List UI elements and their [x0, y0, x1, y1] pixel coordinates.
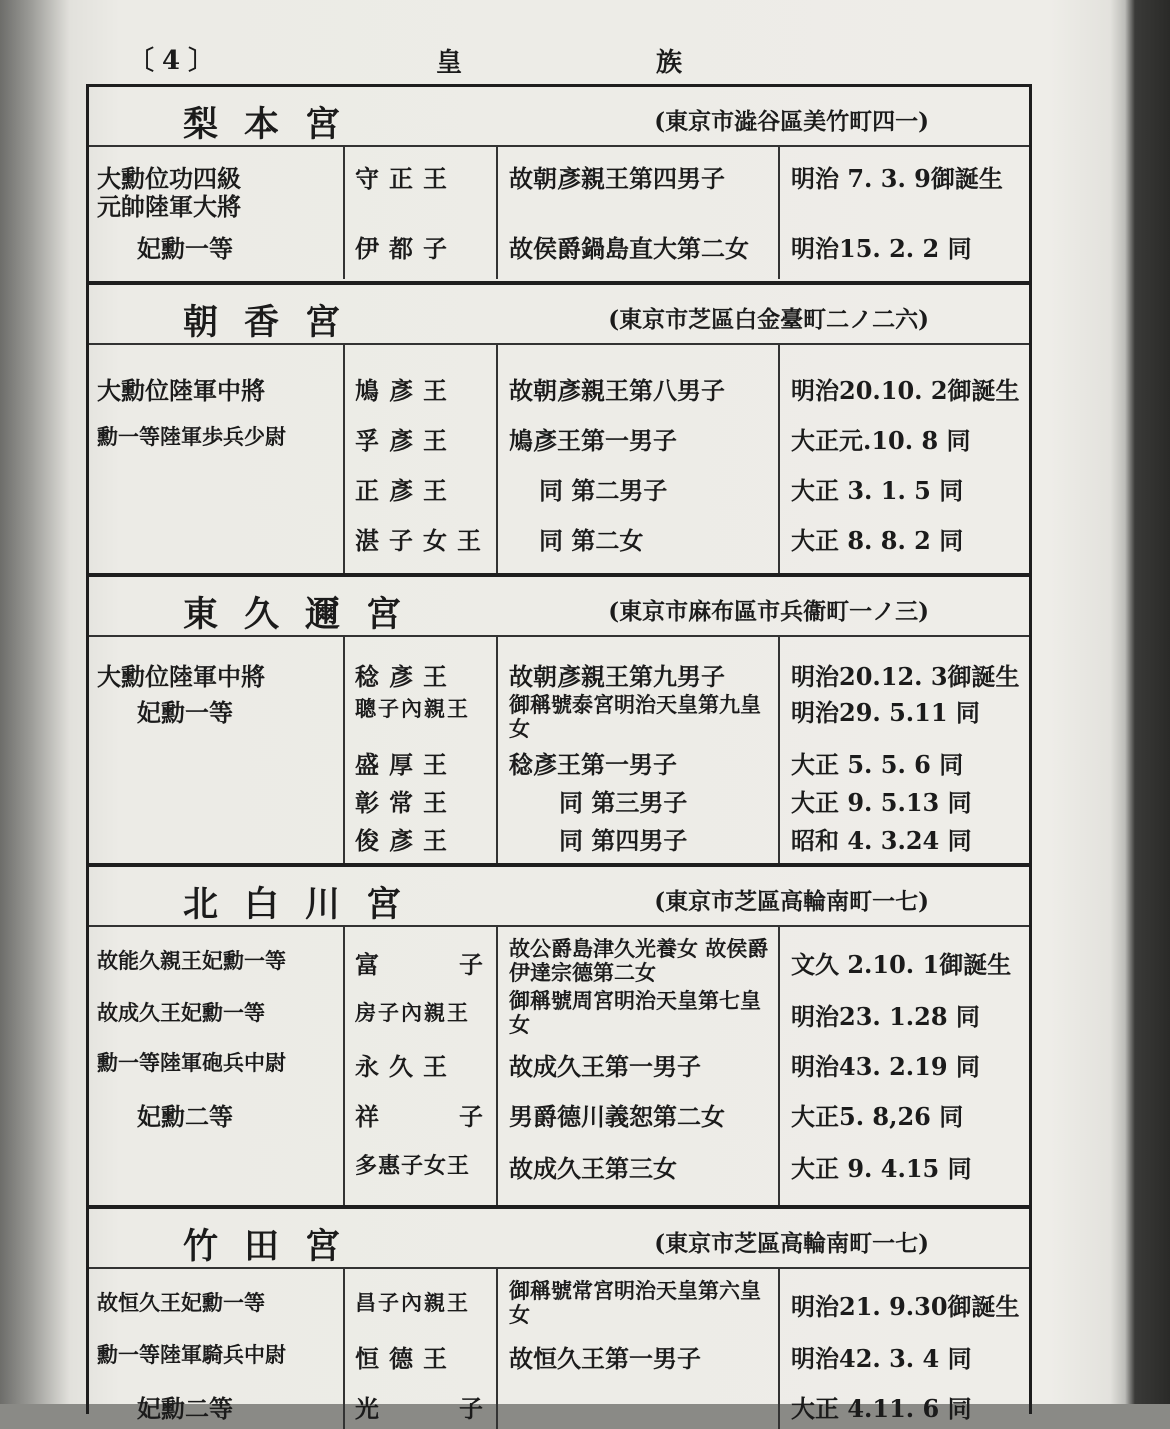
lineage-cell: 同 第二男子 [539, 476, 668, 505]
name-cell: 湛子女王 [355, 526, 491, 555]
name-cell: 鳩彥王 [355, 376, 457, 405]
running-title-left: 皇 [436, 48, 463, 78]
name-cell: 恒德王 [355, 1344, 457, 1373]
name-cell: 守正王 [355, 164, 457, 193]
member-row [89, 685, 1029, 745]
member-row [89, 363, 1029, 407]
house-header [89, 87, 1029, 147]
lineage-cell: 御稱號泰宮明治天皇第九皇女 [509, 692, 761, 741]
name-cell: 伊都子 [355, 234, 457, 263]
house-members [89, 345, 1029, 575]
lineage-cell: 故公爵島津久光養女 故侯爵伊達宗德第二女 [509, 936, 769, 985]
rank-cell: 故恒久王妃勳一等 [97, 1290, 265, 1315]
member-row [89, 1381, 1029, 1425]
name-cell: 祥子 [355, 1102, 563, 1131]
rank-cell: 勳一等陸軍騎兵中尉 [97, 1342, 286, 1367]
birth-cell: 明治21. 9.30御誕生 [791, 1292, 1020, 1321]
birth-cell: 大正元.10. 8 同 [791, 426, 971, 455]
house-address: (東京市澁谷區美竹町四一) [654, 108, 929, 135]
name-cell: 富子 [355, 950, 563, 979]
name-cell: 盛厚王 [355, 750, 457, 779]
page-number: 〔4〕 [128, 46, 223, 76]
birth-cell: 明治43. 2.19 同 [791, 1052, 980, 1081]
lineage-cell: 同 第三男子 [559, 788, 688, 817]
house-name: 東久邇宮 [183, 594, 428, 635]
birth-cell: 昭和 4. 3.24 同 [791, 826, 972, 855]
rank-cell: 妃勳一等 [137, 234, 233, 263]
birth-cell: 明治15. 2. 2 同 [791, 234, 972, 263]
birth-cell: 明治20.12. 3御誕生 [791, 662, 1020, 691]
house-section [89, 1205, 1029, 1425]
name-cell: 俊彥王 [355, 826, 457, 855]
house-name: 北白川宮 [183, 884, 428, 925]
rank-cell: 妃勳二等 [137, 1394, 233, 1423]
name-cell: 彰常王 [355, 788, 457, 817]
name-cell: 多惠子女王 [355, 1153, 471, 1179]
rank-cell: 勳一等陸軍砲兵中尉 [97, 1050, 286, 1075]
house-members [89, 1269, 1029, 1429]
member-row [89, 513, 1029, 557]
lineage-cell: 故朝彥親王第九男子 [509, 662, 725, 691]
house-name: 朝香宮 [183, 302, 367, 343]
member-row [89, 463, 1029, 507]
birth-cell: 大正 5. 5. 6 同 [791, 750, 964, 779]
birth-cell: 明治29. 5.11 同 [791, 698, 980, 727]
birth-cell: 明治 7. 3. 9御誕生 [791, 164, 1003, 193]
birth-cell: 大正5. 8,26 同 [791, 1102, 964, 1131]
member-row [89, 1039, 1029, 1083]
member-row [89, 1331, 1029, 1375]
house-name: 梨本宮 [183, 104, 367, 145]
lineage-cell: 同 第四男子 [559, 826, 688, 855]
member-row [89, 179, 1029, 223]
running-title-right: 族 [656, 48, 683, 78]
lineage-cell: 稔彥王第一男子 [509, 750, 677, 779]
house-header [89, 867, 1029, 927]
member-row [89, 1279, 1029, 1333]
name-cell: 正彥王 [355, 476, 457, 505]
birth-cell: 明治42. 3. 4 同 [791, 1344, 972, 1373]
member-row [89, 413, 1029, 457]
member-row [89, 813, 1029, 857]
birth-cell: 大正 3. 1. 5 同 [791, 476, 964, 505]
lineage-cell: 男爵德川義恕第二女 [509, 1102, 725, 1131]
rank-cell: 元帥陸軍大將 [97, 192, 241, 221]
house-members [89, 637, 1029, 865]
house-header [89, 1209, 1029, 1269]
house-address: (東京市芝區白金臺町二ノ二六) [608, 306, 929, 333]
rank-cell: 妃勳一等 [137, 698, 233, 727]
house-members [89, 927, 1029, 1207]
house-header [89, 285, 1029, 345]
name-cell: 孚彥王 [355, 426, 457, 455]
lineage-cell: 御稱號周宮明治天皇第七皇女 [509, 988, 761, 1037]
rank-cell: 勳一等陸軍歩兵少尉 [97, 424, 286, 449]
house-members [89, 147, 1029, 279]
lineage-cell: 故恒久王第一男子 [509, 1344, 701, 1373]
birth-cell: 大正 4.11. 6 同 [791, 1394, 972, 1423]
rank-cell: 大勳位陸軍中將 [97, 662, 265, 691]
lineage-cell: 故朝彥親王第四男子 [509, 164, 725, 193]
name-cell: 房子內親王 [355, 1000, 470, 1025]
lineage-cell: 故成久王第三女 [509, 1154, 677, 1183]
birth-cell: 大正 9. 5.13 同 [791, 788, 972, 817]
name-cell: 聰子內親王 [355, 696, 470, 721]
house-section [89, 87, 1029, 281]
lineage-cell: 同 第二女 [539, 526, 644, 555]
birth-cell: 大正 8. 8. 2 同 [791, 526, 964, 555]
member-row [89, 1141, 1029, 1185]
member-row [89, 221, 1029, 265]
lineage-cell: 故侯爵鍋島直大第二女 [509, 234, 749, 263]
name-cell: 光子 [355, 1394, 563, 1423]
birth-cell: 大正 9. 4.15 同 [791, 1154, 972, 1183]
birth-cell: 文久 2.10. 1御誕生 [791, 950, 1012, 979]
member-row [89, 1089, 1029, 1133]
running-head [0, 40, 1100, 80]
birth-cell: 明治23. 1.28 同 [791, 1002, 980, 1031]
house-section [89, 281, 1029, 573]
rank-cell: 妃勳二等 [137, 1102, 233, 1131]
name-cell: 永久王 [355, 1052, 457, 1081]
house-header [89, 577, 1029, 637]
name-cell: 昌子內親王 [355, 1290, 470, 1315]
birth-cell: 明治20.10. 2御誕生 [791, 376, 1020, 405]
lineage-cell: 故朝彥親王第八男子 [509, 376, 725, 405]
registry-table [86, 84, 1032, 1423]
house-address: (東京市芝區高輪南町一七) [654, 888, 929, 915]
rank-cell: 故能久親王妃勳一等 [97, 948, 286, 973]
rank-cell: 故成久王妃勳一等 [97, 1000, 265, 1025]
rank-cell: 大勳位陸軍中將 [97, 376, 265, 405]
house-address: (東京市麻布區市兵衞町一ノ三) [608, 598, 929, 625]
house-section [89, 573, 1029, 863]
lineage-cell: 故成久王第一男子 [509, 1052, 701, 1081]
member-row [89, 937, 1029, 991]
lineage-cell: 鳩彥王第一男子 [509, 426, 677, 455]
lineage-cell: 御稱號常宮明治天皇第六皇女 [509, 1278, 761, 1327]
rank-cell: 大勳位功四級 [97, 164, 241, 193]
house-address: (東京市芝區高輪南町一七) [654, 1230, 929, 1257]
house-section [89, 863, 1029, 1205]
house-name: 竹田宮 [183, 1226, 367, 1267]
member-row [89, 989, 1029, 1043]
name-cell: 稔彥王 [355, 662, 457, 691]
